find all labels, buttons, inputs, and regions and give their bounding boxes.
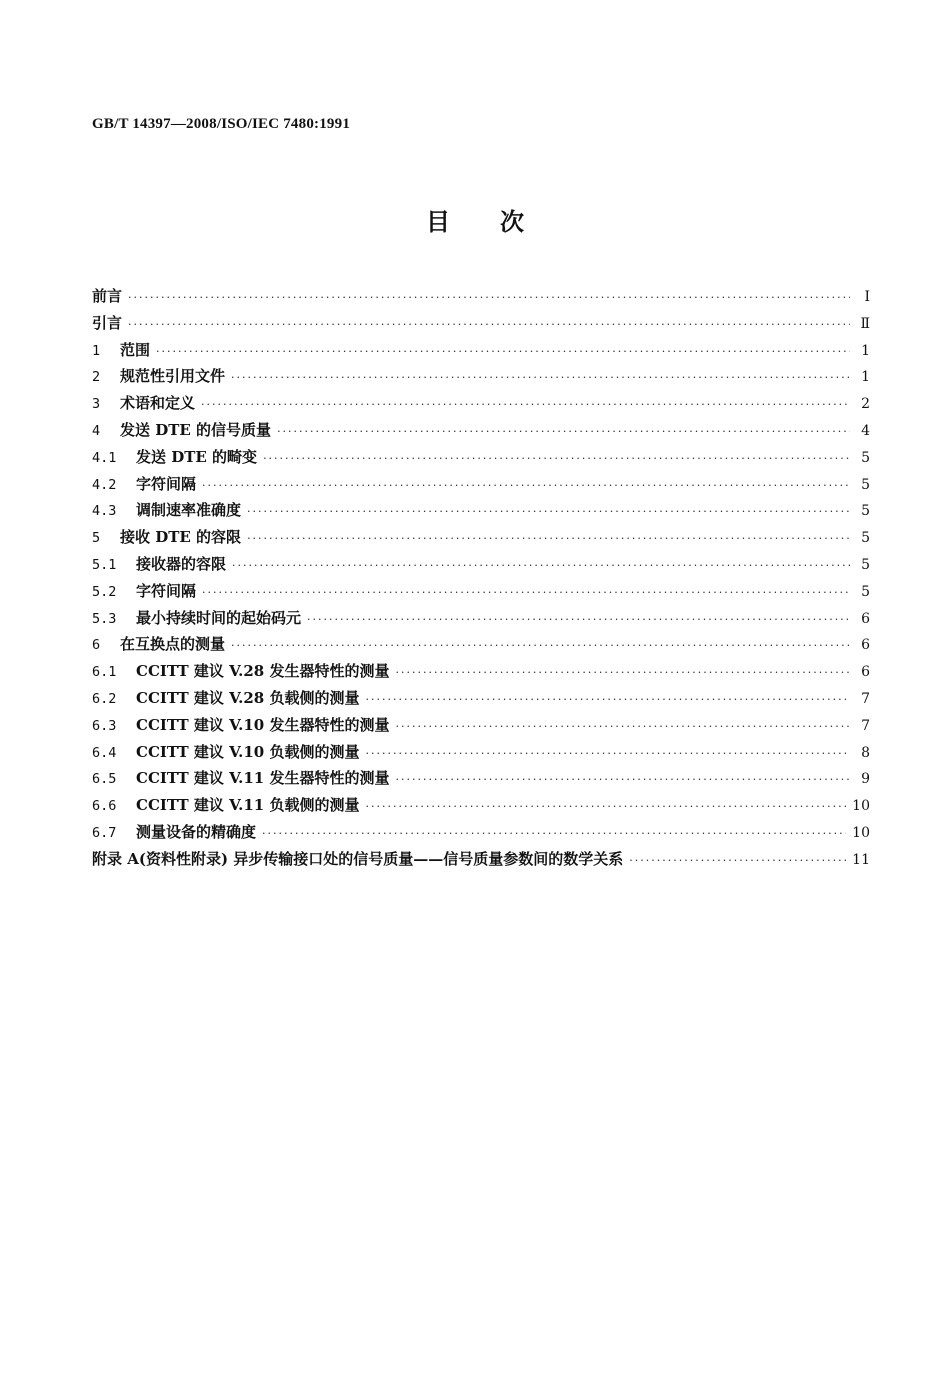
toc-entry-page: I bbox=[864, 289, 870, 305]
toc-leader-dots bbox=[247, 532, 850, 545]
toc-entry-title: 引言 bbox=[92, 313, 123, 332]
toc-entry-page: 2 bbox=[861, 396, 870, 413]
toc-entry-page: 5 bbox=[861, 583, 870, 600]
toc-leader-dots bbox=[629, 854, 846, 867]
toc-leader-dots bbox=[365, 800, 846, 813]
standard-code-header: GB/T 14397—2008/ISO/IEC 7480:1991 bbox=[92, 116, 351, 132]
page-title: 目次 bbox=[426, 207, 574, 236]
toc-leader-dots bbox=[128, 318, 850, 331]
toc-leader-dots bbox=[395, 666, 850, 679]
toc-entry bbox=[92, 553, 870, 580]
toc-entry-page: 5 bbox=[861, 530, 870, 547]
toc-entry-title: 发送 DTE 的信号质量 bbox=[120, 420, 272, 439]
toc-entry-page: 1 bbox=[861, 342, 870, 359]
toc-leader-dots bbox=[202, 586, 850, 599]
toc-entry bbox=[92, 714, 870, 741]
toc-leader-dots bbox=[201, 398, 850, 411]
toc-entry-page: 11 bbox=[852, 851, 870, 868]
toc-entry-number: 4 bbox=[92, 422, 101, 439]
toc-entry-number: 6.2 bbox=[92, 690, 117, 707]
toc-leader-dots bbox=[247, 505, 850, 518]
toc-entry-number: 4.1 bbox=[92, 449, 117, 466]
toc-entry-title: 接收 DTE 的容限 bbox=[120, 528, 242, 547]
toc-entry bbox=[92, 848, 870, 875]
toc-entry-number: 6.6 bbox=[92, 798, 117, 815]
toc-entry-title: 在互换点的测量 bbox=[120, 635, 226, 654]
toc-entry-page: Ⅱ bbox=[860, 315, 870, 332]
toc-entry-number: 2 bbox=[92, 369, 101, 386]
toc-leader-dots bbox=[262, 827, 846, 840]
toc-leader-dots bbox=[395, 773, 850, 786]
toc-entry-title: CCITT 建议 V.28 发生器特性的测量 bbox=[136, 662, 390, 681]
toc-leader-dots bbox=[128, 291, 850, 304]
toc-entry-number: 5.1 bbox=[92, 556, 117, 573]
toc-entry-title: 前言 bbox=[92, 287, 123, 305]
toc-entry-page: 5 bbox=[861, 476, 870, 493]
toc-entry bbox=[92, 633, 870, 660]
toc-entry bbox=[92, 741, 870, 768]
toc-entry-page: 7 bbox=[861, 717, 870, 734]
toc-entry bbox=[92, 660, 870, 687]
toc-entry-page: 7 bbox=[861, 690, 870, 707]
toc-entry-title: 字符间隔 bbox=[136, 474, 197, 493]
toc-entry-title: 范围 bbox=[120, 340, 151, 359]
toc-leader-dots bbox=[365, 693, 850, 706]
toc-entry bbox=[92, 312, 870, 339]
toc-entry bbox=[92, 446, 870, 473]
toc-entry-page: 9 bbox=[861, 771, 870, 788]
toc-entry-page: 10 bbox=[852, 824, 870, 841]
toc-entry-page: 5 bbox=[861, 556, 870, 573]
toc-entry-page: 6 bbox=[861, 664, 870, 681]
toc-entry bbox=[92, 392, 870, 419]
table-of-contents bbox=[92, 285, 870, 875]
toc-entry-page: 5 bbox=[861, 449, 870, 466]
toc-entry-title: CCITT 建议 V.10 负载侧的测量 bbox=[136, 742, 360, 761]
toc-leader-dots bbox=[395, 720, 850, 733]
toc-entry bbox=[92, 794, 870, 821]
toc-entry bbox=[92, 767, 870, 794]
toc-entry-number: 1 bbox=[92, 342, 101, 359]
toc-entry-title: 接收器的容限 bbox=[136, 554, 227, 573]
toc-entry-page: 6 bbox=[861, 637, 870, 654]
toc-entry-number: 6.4 bbox=[92, 744, 117, 761]
toc-entry-number: 4.3 bbox=[92, 503, 117, 520]
toc-entry-number: 6.7 bbox=[92, 824, 117, 841]
toc-entry-title: CCITT 建议 V.10 发生器特性的测量 bbox=[136, 715, 390, 734]
toc-entry bbox=[92, 821, 870, 848]
toc-leader-dots bbox=[202, 479, 850, 492]
toc-entry-title: 最小持续时间的起始码元 bbox=[136, 608, 302, 627]
toc-entry-title: CCITT 建议 V.11 负载侧的测量 bbox=[136, 796, 360, 815]
toc-entry-title: 术语和定义 bbox=[120, 394, 196, 413]
toc-entry bbox=[92, 339, 870, 366]
toc-entry bbox=[92, 473, 870, 500]
toc-leader-dots bbox=[231, 639, 850, 652]
toc-entry bbox=[92, 607, 870, 634]
toc-entry bbox=[92, 580, 870, 607]
toc-entry-title: 附录 A(资料性附录) 异步传输接口处的信号质量——信号质量参数间的数学关系 bbox=[92, 849, 624, 868]
toc-entry-title: 调制速率准确度 bbox=[136, 501, 242, 520]
toc-entry bbox=[92, 419, 870, 446]
toc-leader-dots bbox=[277, 425, 850, 438]
toc-entry bbox=[92, 687, 870, 714]
toc-entry-number: 6.3 bbox=[92, 717, 117, 734]
toc-entry-number: 5 bbox=[92, 530, 101, 547]
toc-leader-dots bbox=[231, 371, 850, 384]
toc-leader-dots bbox=[232, 559, 850, 572]
toc-leader-dots bbox=[156, 345, 850, 358]
toc-entry bbox=[92, 365, 870, 392]
toc-leader-dots bbox=[365, 747, 850, 760]
toc-entry-page: 6 bbox=[861, 610, 870, 627]
toc-entry-number: 3 bbox=[92, 396, 101, 413]
toc-entry-title: 规范性引用文件 bbox=[120, 367, 226, 386]
toc-entry-number: 5.2 bbox=[92, 583, 117, 600]
toc-leader-dots bbox=[263, 452, 850, 465]
toc-entry bbox=[92, 526, 870, 553]
toc-entry-page: 8 bbox=[861, 744, 870, 761]
toc-entry-page: 1 bbox=[861, 369, 870, 386]
toc-entry bbox=[92, 499, 870, 526]
toc-entry-title: 字符间隔 bbox=[136, 581, 197, 600]
toc-entry-title: 测量设备的精确度 bbox=[136, 822, 257, 841]
toc-entry-page: 10 bbox=[852, 798, 870, 815]
toc-entry-number: 6 bbox=[92, 637, 101, 654]
toc-entry bbox=[92, 285, 870, 312]
toc-leader-dots bbox=[307, 613, 850, 626]
toc-entry-number: 6.5 bbox=[92, 771, 117, 788]
toc-entry-number: 6.1 bbox=[92, 664, 117, 681]
toc-entry-page: 4 bbox=[861, 422, 870, 439]
toc-entry-title: CCITT 建议 V.28 负载侧的测量 bbox=[136, 688, 360, 707]
toc-entry-number: 4.2 bbox=[92, 476, 117, 493]
toc-entry-title: 发送 DTE 的畸变 bbox=[136, 447, 258, 466]
toc-entry-title: CCITT 建议 V.11 发生器特性的测量 bbox=[136, 769, 390, 788]
toc-entry-number: 5.3 bbox=[92, 610, 117, 627]
toc-entry-page: 5 bbox=[861, 503, 870, 520]
